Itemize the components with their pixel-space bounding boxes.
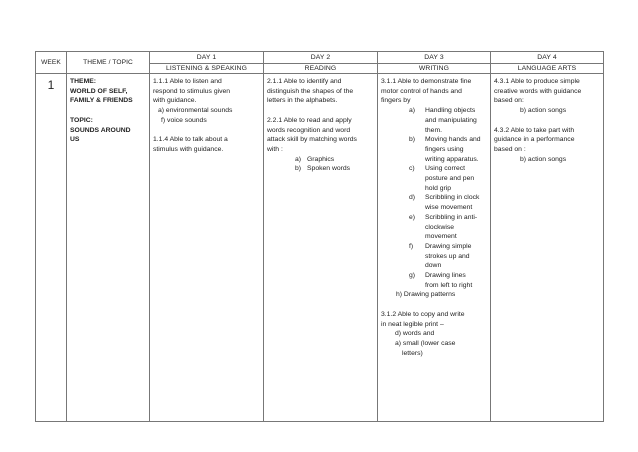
day1-cell xyxy=(150,74,264,422)
header-theme-topic: THEME / TOPIC xyxy=(67,52,150,74)
topic-line-2: US xyxy=(70,136,80,144)
list-item: g) Drawing lines from left to right xyxy=(409,272,473,289)
header-day-4: DAY 4 xyxy=(491,52,604,64)
day4-line: 4.3.1 Able to produce simple xyxy=(494,78,580,85)
day3-item-a-cont: letters) xyxy=(402,349,423,357)
day4-cell xyxy=(491,74,604,422)
day2-line: 2.2.1 Able to read and apply xyxy=(267,116,352,124)
list-item: a) Graphics xyxy=(295,155,335,163)
day2-line: words recognition and word xyxy=(267,126,351,134)
theme-topic-cell xyxy=(67,74,150,422)
header-day-1: DAY 1 xyxy=(150,52,264,64)
theme-line-2: FAMILY & FRIENDS xyxy=(70,97,133,105)
day1-line: 1.1.4 Able to talk about a xyxy=(153,136,228,144)
header-day-2: DAY 2 xyxy=(264,52,378,64)
week-number: 1 xyxy=(36,74,67,422)
day2-line: attack skill by matching words xyxy=(267,136,357,144)
day2-cell xyxy=(264,74,378,422)
day4-line: guidance in a performance xyxy=(494,136,575,144)
header-week: WEEK xyxy=(36,52,67,74)
day4-item-b: b) action songs xyxy=(520,107,567,115)
topic-label: TOPIC: xyxy=(70,116,93,124)
day4-line: based on: xyxy=(494,97,524,105)
table-row xyxy=(36,74,604,422)
header-day-3: DAY 3 xyxy=(378,52,491,64)
list-item: f) Drawing simple strokes up and down xyxy=(409,242,472,270)
day1-line: 1.1.1 Able to listen and xyxy=(153,78,222,85)
day3-line: fingers by xyxy=(381,97,411,105)
list-item: b) Moving hands and fingers using writing apparatus. xyxy=(409,136,481,163)
day2-line: letters in the alphabets. xyxy=(267,97,338,105)
day3-line: motor control of hands and xyxy=(381,87,462,95)
list-item: d) Scribbling in clock wise movement xyxy=(409,194,480,212)
day2-line: distinguish the shapes of the xyxy=(267,87,354,95)
day4-line: creative words with guidance xyxy=(494,87,582,95)
day3-line: in neat legible print – xyxy=(381,320,444,328)
theme-line-1: WORLD OF SELF, xyxy=(70,87,128,95)
list-item: c) Using correct posture and pen hold grip xyxy=(409,165,475,192)
day2-line: with : xyxy=(267,145,283,153)
day2-line: 2.1.1 Able to identify and xyxy=(267,78,342,85)
day1-item-f: f) voice sounds xyxy=(161,116,207,124)
day1-line: with guidance. xyxy=(153,97,197,105)
list-item: e) Scribbling in anti- clockwise movement xyxy=(409,213,478,241)
day3-item-a: a) small (lower case xyxy=(395,339,456,347)
day4-line: based on : xyxy=(494,145,526,153)
list-item: b) Spoken words xyxy=(295,165,351,173)
day3-item-d: d) words and xyxy=(395,330,435,338)
header-skill-reading: READING xyxy=(264,64,378,74)
lesson-plan-table xyxy=(35,51,604,422)
day4-line: 4.3.2 Able to take part with xyxy=(494,126,575,134)
day3-item-h: h) Drawing patterns xyxy=(396,291,456,299)
day3-line: 3.1.1 Able to demonstrate fine xyxy=(381,78,472,85)
day1-item-a: a) environmental sounds xyxy=(158,107,233,115)
day1-line: stimulus with guidance. xyxy=(153,145,224,153)
day1-line: respond to stimulus given xyxy=(153,87,231,95)
header-skill-writing: WRITING xyxy=(378,64,491,74)
header-skill-language-arts: LANGUAGE ARTS xyxy=(491,64,604,74)
day4-item-b: b) action songs xyxy=(520,155,567,163)
header-skill-listening-speaking: LISTENING & SPEAKING xyxy=(150,64,264,74)
day3-line: 3.1.2 Able to copy and write xyxy=(381,310,465,318)
topic-line-1: SOUNDS AROUND xyxy=(70,126,131,134)
list-item: a) Handling objects and manipulating them. xyxy=(409,107,477,134)
theme-label: THEME: xyxy=(70,78,97,85)
day3-cell xyxy=(378,74,491,422)
